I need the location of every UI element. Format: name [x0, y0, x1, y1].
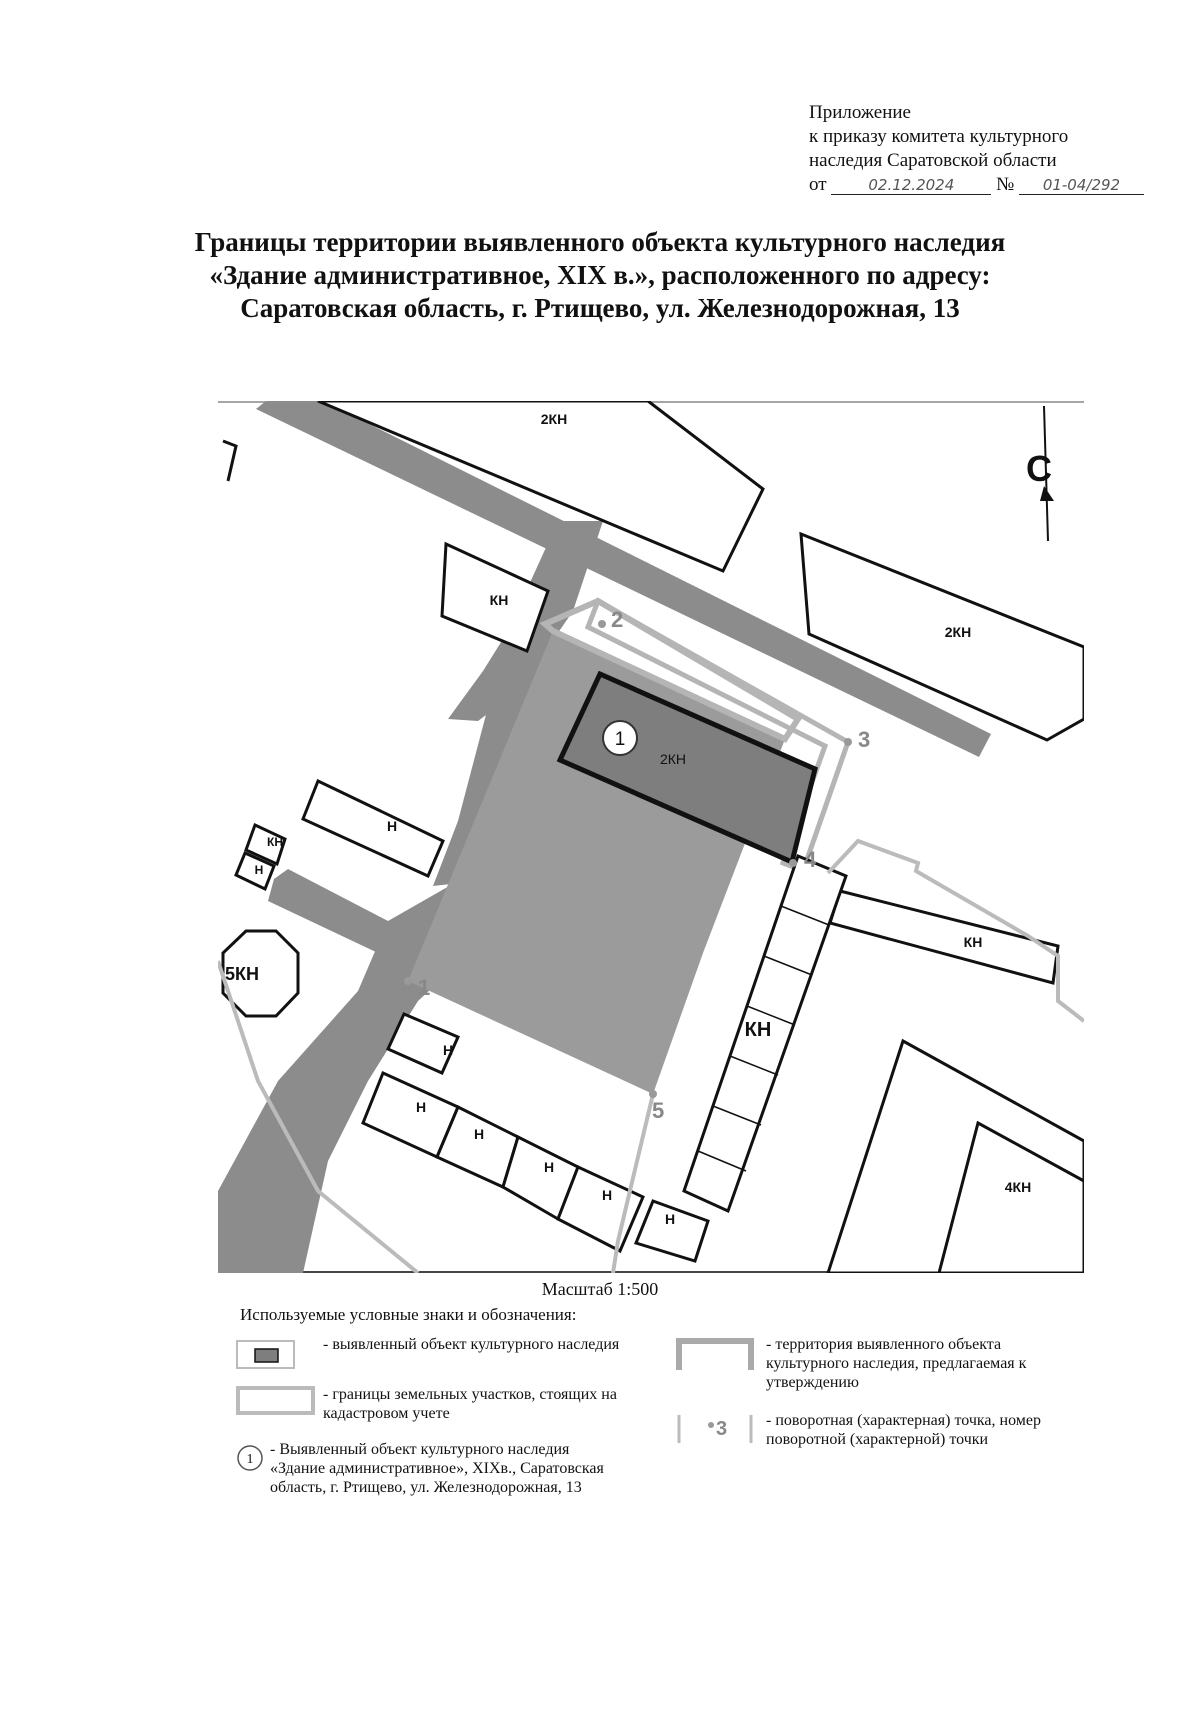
legend-territory-swatch	[676, 1338, 756, 1370]
legend-marker-number: 1	[246, 1452, 254, 1467]
appendix-block	[809, 101, 1144, 197]
appendix-line-1: Приложение	[809, 102, 911, 123]
label-right-top: 2КН	[944, 624, 972, 640]
label-n-left: Н	[386, 818, 398, 834]
legend-point-number: 3	[716, 1418, 728, 1440]
legend-point-dot	[708, 1422, 714, 1428]
turning-point-5-label: 5	[652, 1098, 665, 1123]
label-object: 2КН	[659, 751, 687, 767]
label-n-b5: Н	[601, 1187, 613, 1203]
north-label: С	[1026, 448, 1052, 489]
appendix-line-2: к приказу комитета культурного	[809, 126, 1069, 147]
title-line-2: «Здание административное, XIX в.», расположенного по адресу:	[209, 260, 991, 290]
turning-point-5-dot	[649, 1090, 657, 1098]
legend-marker-symbol	[236, 1444, 264, 1472]
turning-point-4-dot	[789, 859, 797, 867]
site-map	[218, 401, 1084, 1273]
label-row-kn: КН	[744, 1019, 772, 1041]
legend-marker-text: - Выявленный объект культурного наследия «Здание административное», XIXв., Саратовская область, г. Ртищево, ул. Железнодорожная, 13	[270, 1441, 604, 1496]
label-octagon: 5КН	[225, 964, 259, 984]
turning-point-3-label: 3	[858, 727, 871, 752]
legend-point-swatch	[676, 1413, 756, 1445]
legend-territory-text: - территория выявленного объекта культурного наследия, предлагаемая к утверждению	[766, 1336, 1027, 1391]
label-kn-small: КН	[267, 835, 283, 849]
label-n-b3: Н	[473, 1126, 485, 1142]
turning-point-1-label: 1	[418, 975, 431, 1000]
legend-parcel-frame	[238, 1388, 313, 1413]
label-kn-top: КН	[489, 592, 509, 608]
date-prefix: от	[809, 174, 827, 195]
legend-object-fill	[255, 1349, 278, 1362]
legend-territory-frame	[679, 1341, 751, 1370]
legend-object-text: - выявленный объект культурного наследия	[323, 1336, 620, 1353]
turning-point-2-dot	[598, 620, 606, 628]
label-n-b4: Н	[543, 1159, 555, 1175]
label-right-mid: КН	[963, 934, 983, 950]
label-top-long: 2КН	[540, 411, 568, 427]
number-prefix: №	[996, 174, 1015, 195]
appendix-date-line	[809, 173, 1144, 197]
label-n-b2: Н	[415, 1099, 427, 1115]
legend-parcel-text: - границы земельных участков, стоящих на кадастровом учете	[323, 1386, 617, 1422]
turning-point-1-dot	[404, 977, 412, 985]
turning-point-3-dot	[844, 738, 852, 746]
order-number: 01-04/292	[1019, 176, 1144, 195]
turning-point-4-label: 4	[804, 847, 817, 872]
label-4kn: 4КН	[1004, 1179, 1032, 1195]
label-n-small: Н	[254, 863, 264, 877]
object-marker-label: 1	[614, 729, 626, 750]
legend-heading: Используемые условные знаки и обозначения:	[240, 1305, 577, 1324]
order-date: 02.12.2024	[831, 176, 991, 195]
appendix-line-3: наследия Саратовской области	[809, 150, 1057, 171]
document-title	[0, 226, 1200, 325]
legend-object-swatch	[236, 1340, 296, 1370]
title-line-3: Саратовская область, г. Ртищево, ул. Железнодорожная, 13	[240, 293, 960, 323]
label-n-b6: Н	[664, 1211, 676, 1227]
label-n-b1: Н	[442, 1042, 454, 1058]
title-line-1: Границы территории выявленного объекта культурного наследия	[194, 227, 1006, 257]
turning-point-2-label: 2	[611, 607, 624, 632]
scale-text: Масштаб 1:500	[541, 1279, 659, 1299]
legend-point-text: - поворотная (характерная) точка, номер поворотной (характерной) точки	[766, 1412, 1041, 1448]
legend-parcel-swatch	[236, 1386, 316, 1416]
